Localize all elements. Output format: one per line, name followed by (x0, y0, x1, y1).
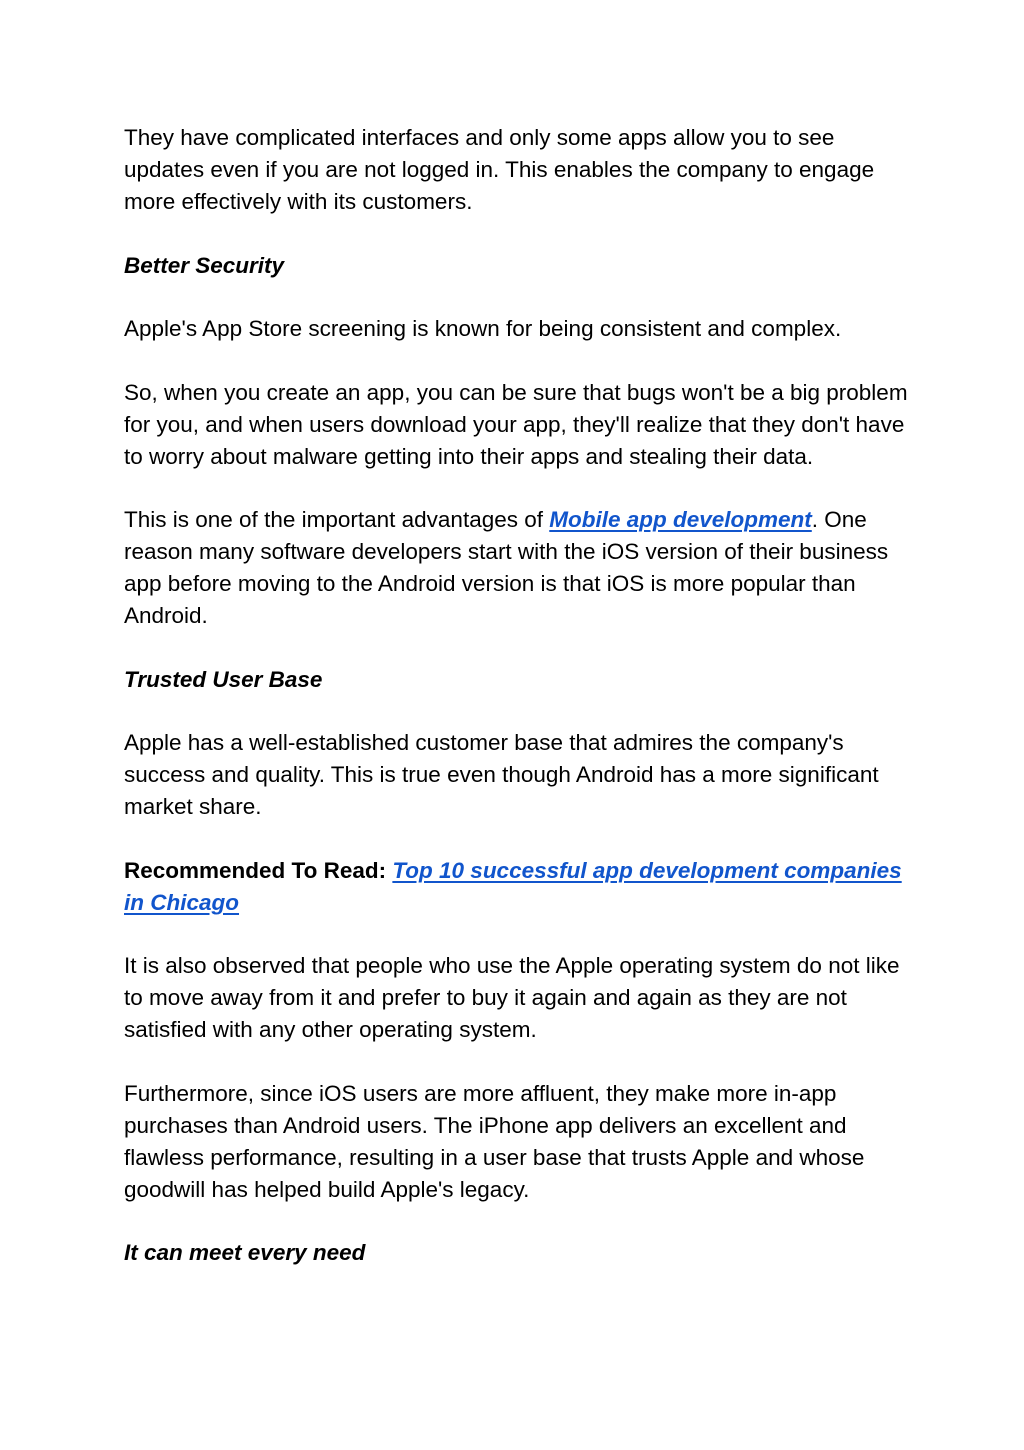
paragraph-app-store-screening: Apple's App Store screening is known for being consistent and complex. (124, 316, 842, 341)
chicago-companies-link[interactable]: Top 10 successful app development companies in Chicago (124, 857, 902, 915)
paragraph-bugs-malware: So, when you create an app, you can be sure that bugs won't be a big problem for you, and when users download your app, they'll realize that they don't have to worry about malware getting into their apps and stealing their data. (124, 379, 908, 469)
paragraph-recommended (124, 855, 914, 919)
document-body (124, 122, 914, 1301)
advantages-text-after: . One reason many software developers start with the iOS version of their business app before moving to the Android version is that iOS is more popular than Android. (124, 507, 889, 628)
heading-meet-every-need: It can meet every need (124, 1240, 366, 1265)
paragraph-advantages (124, 504, 914, 632)
paragraph-interfaces: They have complicated interfaces and only some apps allow you to see updates even if you are not logged in. This enables the company to engage more effectively with its customers. (124, 125, 875, 214)
heading-trusted-user-base: Trusted User Base (124, 666, 323, 692)
paragraph-apple-os-loyalty: It is also observed that people who use the Apple operating system do not like to move away from it and prefer to buy it again and again as they are not satisfied with any other operating system. (124, 953, 900, 1042)
heading-better-security: Better Security (124, 252, 285, 278)
mobile-app-development-link[interactable]: Mobile app development (549, 507, 812, 532)
advantages-text-before: This is one of the important advantages of (124, 507, 550, 532)
paragraph-in-app-purchases: Furthermore, since iOS users are more affluent, they make more in-app purchases than Android users. The iPhone app delivers an excellent and flawless performance, resulting in a user base that trusts Apple and whose goodwill has helped build Apple's legacy. (124, 1080, 865, 1202)
paragraph-customer-base: Apple has a well-established customer base that admires the company's success and quality. This is true even though Android has a more significant market share. (124, 730, 879, 819)
recommended-label: Recommended To Read: (124, 857, 393, 883)
